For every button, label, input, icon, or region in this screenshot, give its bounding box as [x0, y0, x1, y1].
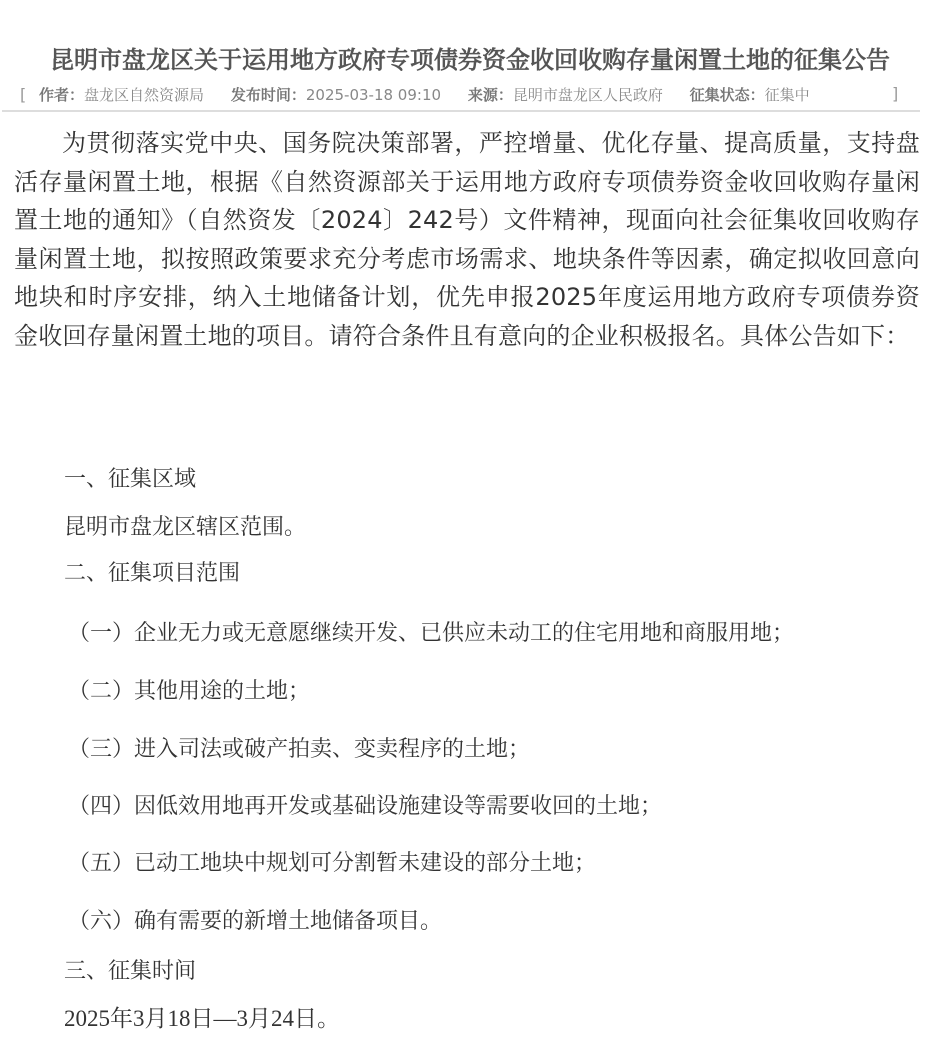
section-content-region: 昆明市盘龙区辖区范围。	[64, 515, 307, 540]
meta-author-label: 作者：	[39, 86, 85, 104]
intro-paragraph: 为贯彻落实党中央、国务院决策部署，严控增量、优化存量、提高质量，支持盘活存量闲置土地，根据《自然资源部关于运用地方政府专项债券资金收回收购存量闲置土地的通知》（自然资发〔2024〕242号）文件精神，现面向社会征集收回收购存量闲置土地，拟按照政策要求充分考虑市场需求、地块条件等因素，确定拟收回意向地块和时序安排，纳入土地储备计划，优先申报2025年度运用地方政府专项债券资金收回存量闲置土地的项目。请符合条件且有意向的企业积极报名。具体公告如下：	[14, 129, 920, 350]
meta-published-value: 2025-03-18 09:10	[305, 86, 442, 104]
meta-bracket-open: [	[20, 85, 27, 104]
section-heading-scope: 二、征集项目范围	[64, 561, 241, 586]
scope-item-6: （六）确有需要的新增土地储备项目。	[68, 909, 443, 934]
article-meta-bar	[12, 84, 920, 106]
meta-source-label: 来源：	[467, 86, 513, 104]
meta-author-value: 盘龙区自然资源局	[84, 86, 205, 104]
meta-author	[39, 84, 204, 105]
section-heading-time: 三、征集时间	[64, 959, 197, 984]
scope-item-5: （五）已动工地块中规划可分割暂未建设的部分土地；	[68, 851, 597, 876]
meta-status-label: 征集状态：	[689, 86, 765, 104]
meta-published-label: 发布时间：	[230, 86, 306, 104]
section-heading-region: 一、征集区域	[64, 467, 197, 492]
title-divider	[2, 110, 920, 112]
meta-source	[468, 84, 663, 105]
meta-status-value: 征集中	[764, 86, 810, 104]
scope-item-1: （一）企业无力或无意愿继续开发、已供应未动工的住宅用地和商服用地；	[68, 621, 795, 646]
meta-status	[690, 84, 810, 105]
section-content-time: 2025年3月18日—3月24日。	[64, 1006, 340, 1031]
meta-published	[231, 84, 441, 105]
scope-item-3: （三）进入司法或破产拍卖、变卖程序的土地；	[68, 737, 531, 762]
meta-source-value: 昆明市盘龙区人民政府	[512, 86, 663, 104]
scope-item-2: （二）其他用途的土地；	[68, 679, 311, 704]
meta-bracket-close: ]	[892, 84, 899, 103]
scope-item-4: （四）因低效用地再开发或基础设施建设等需要收回的土地；	[68, 794, 663, 819]
article-title: 昆明市盘龙区关于运用地方政府专项债券资金收回收购存量闲置土地的征集公告	[50, 46, 890, 75]
